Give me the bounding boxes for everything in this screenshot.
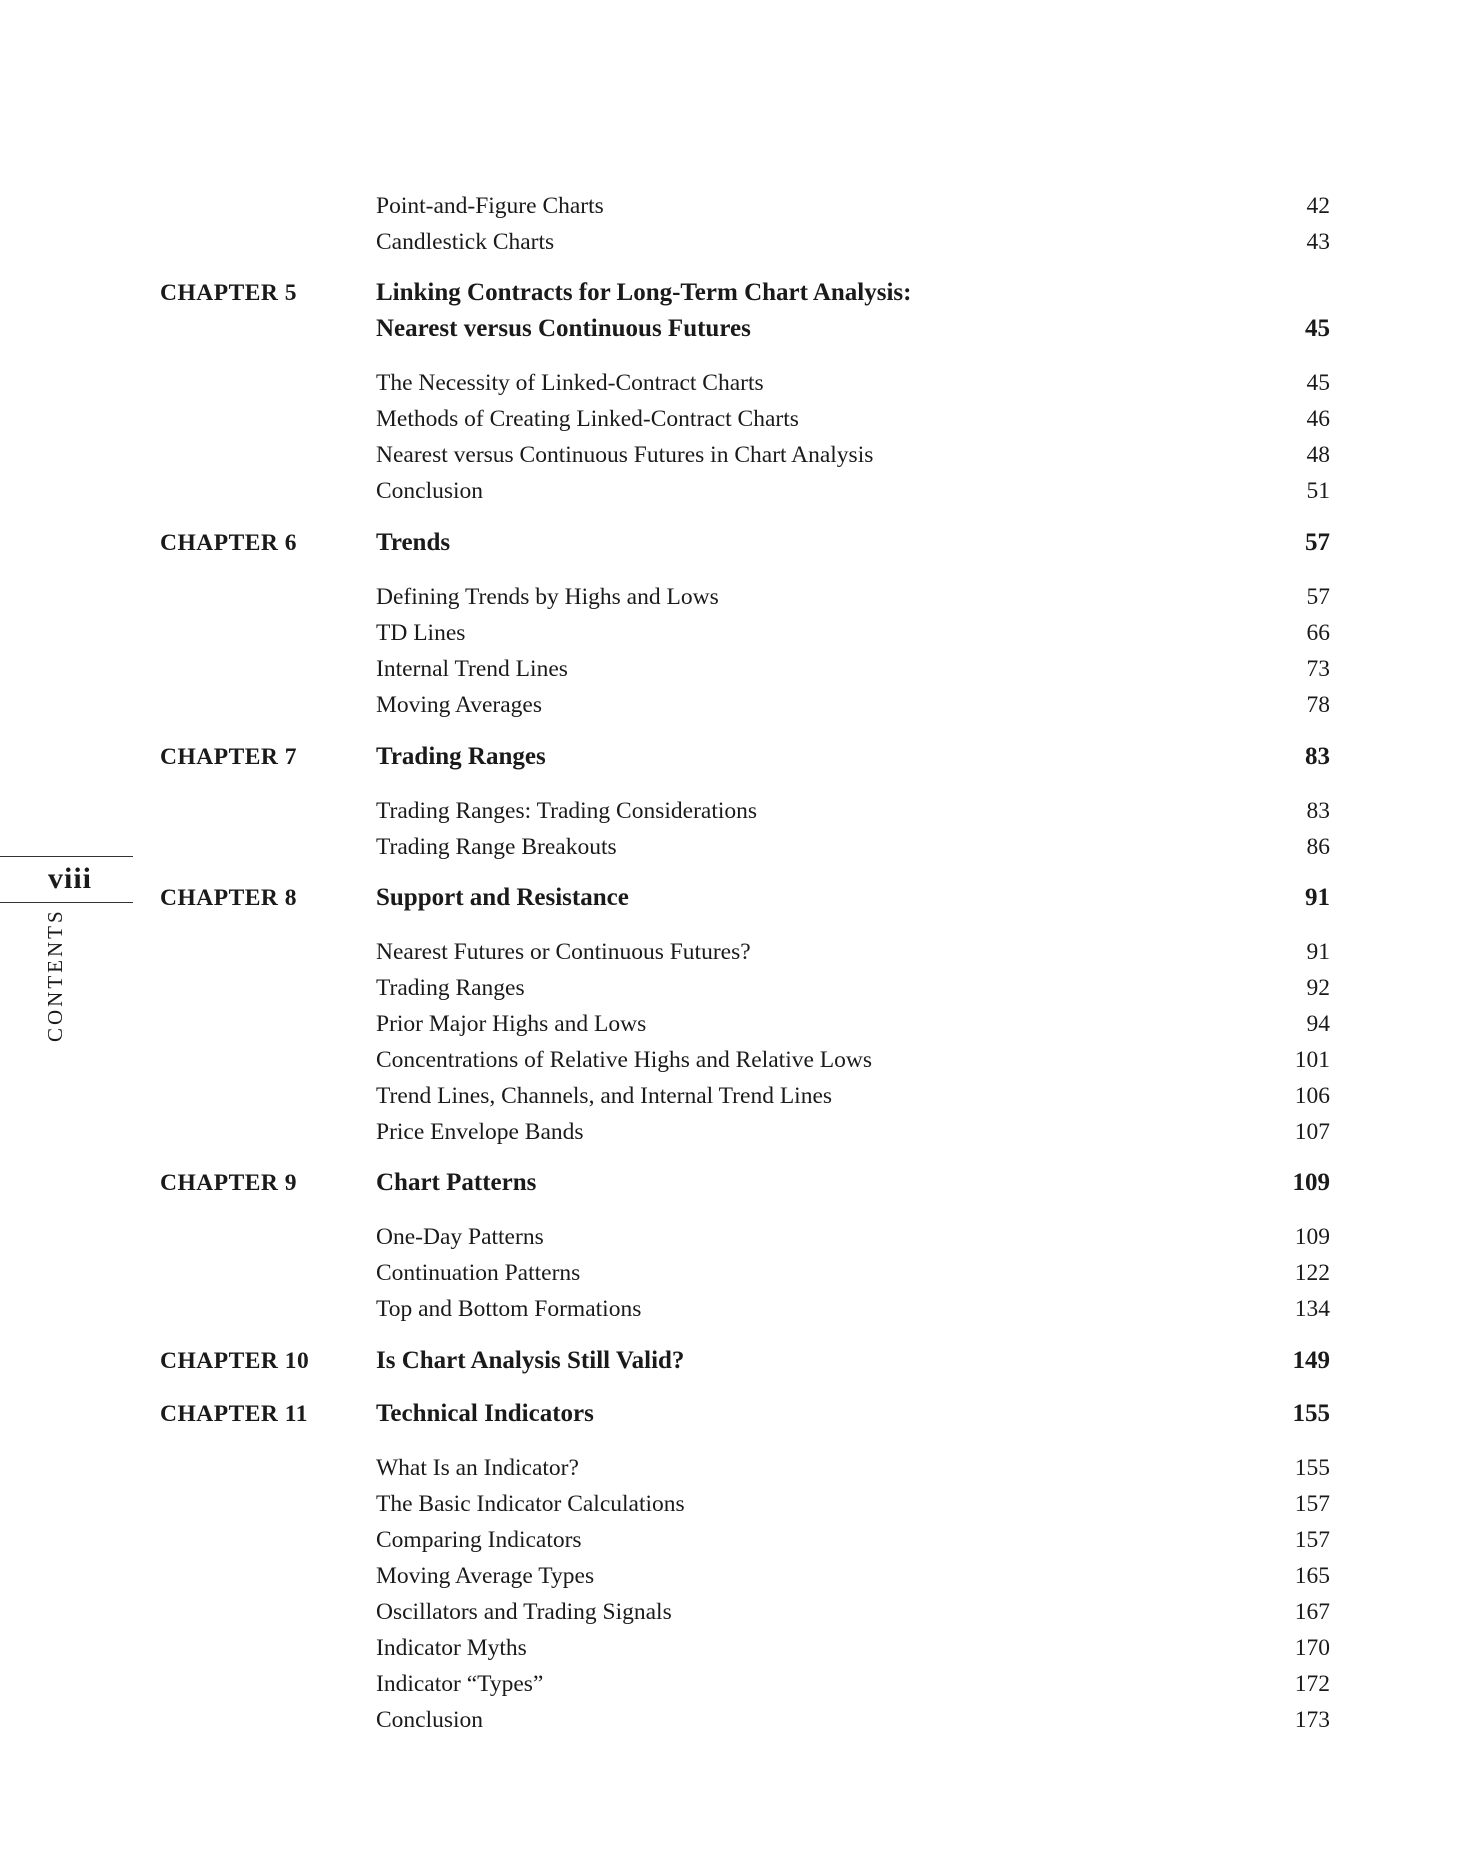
section-page: 165 xyxy=(1294,1563,1330,1589)
section-page: 157 xyxy=(1294,1527,1330,1553)
toc-section-entry xyxy=(376,1558,1330,1594)
chapter-title-line: Nearest versus Continuous Futures xyxy=(376,315,751,342)
toc-section-entry xyxy=(376,188,1330,224)
section-page: 42 xyxy=(1306,193,1330,219)
chapter-title-line: Chart Patterns xyxy=(376,1169,537,1196)
chapter-title-line: Support and Resistance xyxy=(376,884,629,911)
section-page: 83 xyxy=(1306,798,1330,824)
section-page: 173 xyxy=(1294,1707,1330,1733)
chapter-title-line: Technical Indicators xyxy=(376,1400,594,1427)
toc-section-entry xyxy=(376,1006,1330,1042)
section-page: 170 xyxy=(1294,1635,1330,1661)
section-title: Top and Bottom Formations xyxy=(376,1296,642,1322)
chapter-label: CHAPTER 9 xyxy=(160,1170,298,1196)
section-page: 57 xyxy=(1306,584,1330,610)
chapter-page: 149 xyxy=(1292,1347,1330,1374)
running-head: CONTENTS xyxy=(43,908,67,1042)
section-title: Indicator “Types” xyxy=(376,1671,544,1697)
section-title: Prior Major Highs and Lows xyxy=(376,1011,647,1037)
folio-rule-bottom xyxy=(0,902,133,903)
folio-rule-top xyxy=(0,856,133,857)
section-title: Conclusion xyxy=(376,1707,484,1733)
chapter-page: 83 xyxy=(1305,743,1330,770)
section-title: Concentrations of Relative Highs and Relative Lows xyxy=(376,1047,873,1073)
section-page: 66 xyxy=(1306,620,1330,646)
toc-section-entry xyxy=(376,473,1330,509)
section-title: Methods of Creating Linked-Contract Charts xyxy=(376,406,799,432)
section-page: 51 xyxy=(1306,478,1330,504)
section-title: Moving Average Types xyxy=(376,1563,595,1589)
section-title: Conclusion xyxy=(376,478,484,504)
toc-section-entry xyxy=(376,579,1330,615)
section-title: Candlestick Charts xyxy=(376,229,555,255)
section-page: 43 xyxy=(1306,229,1330,255)
section-title: Indicator Myths xyxy=(376,1635,527,1661)
section-title: Trend Lines, Channels, and Internal Trend Lines xyxy=(376,1083,833,1109)
section-title: Trading Ranges: Trading Considerations xyxy=(376,798,758,824)
section-page: 167 xyxy=(1294,1599,1330,1625)
section-title: Point-and-Figure Charts xyxy=(376,193,604,219)
section-title: The Necessity of Linked-Contract Charts xyxy=(376,370,764,396)
toc-section-entry xyxy=(376,615,1330,651)
section-page: 106 xyxy=(1294,1083,1330,1109)
chapter-page: 155 xyxy=(1292,1400,1330,1427)
section-page: 157 xyxy=(1294,1491,1330,1517)
section-page: 48 xyxy=(1306,442,1330,468)
section-title: Trading Ranges xyxy=(376,975,525,1001)
toc-section-entry xyxy=(376,365,1330,401)
toc-section-entry xyxy=(376,829,1330,865)
chapter-label: CHAPTER 11 xyxy=(160,1401,308,1427)
section-page: 45 xyxy=(1306,370,1330,396)
section-page: 86 xyxy=(1306,834,1330,860)
section-title: Continuation Patterns xyxy=(376,1260,581,1286)
chapter-label: CHAPTER 7 xyxy=(160,744,298,770)
chapter-label: CHAPTER 10 xyxy=(160,1348,310,1374)
toc-section-entry xyxy=(376,1042,1330,1078)
toc-section-entry xyxy=(376,687,1330,723)
chapter-page: 45 xyxy=(1305,315,1330,342)
section-title: Price Envelope Bands xyxy=(376,1119,584,1145)
section-page: 122 xyxy=(1294,1260,1330,1286)
section-page: 155 xyxy=(1294,1455,1330,1481)
toc-section-entry xyxy=(376,934,1330,970)
chapter-label: CHAPTER 8 xyxy=(160,885,298,911)
section-page: 107 xyxy=(1294,1119,1330,1145)
page-number: viii xyxy=(48,862,93,895)
toc-section-entry xyxy=(376,224,1330,260)
chapter-label: CHAPTER 6 xyxy=(160,530,298,556)
toc-section-entry xyxy=(376,970,1330,1006)
section-title: Defining Trends by Highs and Lows xyxy=(376,584,719,610)
section-page: 101 xyxy=(1294,1047,1330,1073)
section-page: 92 xyxy=(1306,975,1330,1001)
section-title: TD Lines xyxy=(376,620,466,646)
toc-section-entry xyxy=(376,793,1330,829)
toc-section-entry xyxy=(376,1291,1330,1327)
toc-section-entry xyxy=(376,1219,1330,1255)
section-page: 46 xyxy=(1306,406,1330,432)
chapter-title-line: Trends xyxy=(376,529,451,556)
chapter-title-line: Trading Ranges xyxy=(376,743,546,770)
chapter-page: 57 xyxy=(1305,529,1330,556)
toc-section-entry xyxy=(376,437,1330,473)
toc-section-entry xyxy=(376,651,1330,687)
section-title: Moving Averages xyxy=(376,692,542,718)
toc-section-entry xyxy=(376,1702,1330,1738)
section-page: 109 xyxy=(1294,1224,1330,1250)
section-page: 134 xyxy=(1294,1296,1330,1322)
toc-section-entry xyxy=(376,1450,1330,1486)
toc-section-entry xyxy=(376,1486,1330,1522)
section-title: One-Day Patterns xyxy=(376,1224,544,1250)
section-page: 91 xyxy=(1306,939,1330,965)
section-title: Nearest versus Continuous Futures in Chart Analysis xyxy=(376,442,874,468)
toc-section-entry xyxy=(376,1630,1330,1666)
section-page: 94 xyxy=(1306,1011,1330,1037)
section-page: 73 xyxy=(1306,656,1330,682)
chapter-page: 109 xyxy=(1292,1169,1330,1196)
toc-section-entry xyxy=(376,1078,1330,1114)
chapter-title-line: Linking Contracts for Long-Term Chart Analysis: xyxy=(376,279,912,306)
section-page: 172 xyxy=(1294,1671,1330,1697)
section-title: Nearest Futures or Continuous Futures? xyxy=(376,939,751,965)
toc-section-entry xyxy=(376,1114,1330,1150)
toc-section-entry xyxy=(376,1594,1330,1630)
section-title: What Is an Indicator? xyxy=(376,1455,579,1481)
toc-section-entry xyxy=(376,1255,1330,1291)
chapter-label: CHAPTER 5 xyxy=(160,280,298,306)
chapter-page: 91 xyxy=(1305,884,1330,911)
toc-section-entry xyxy=(376,1666,1330,1702)
chapter-title-line: Is Chart Analysis Still Valid? xyxy=(376,1347,685,1374)
section-title: Trading Range Breakouts xyxy=(376,834,617,860)
section-title: Oscillators and Trading Signals xyxy=(376,1599,672,1625)
section-title: The Basic Indicator Calculations xyxy=(376,1491,685,1517)
toc-section-entry xyxy=(376,401,1330,437)
toc-section-entry xyxy=(376,1522,1330,1558)
section-page: 78 xyxy=(1306,692,1330,718)
section-title: Comparing Indicators xyxy=(376,1527,582,1553)
section-title: Internal Trend Lines xyxy=(376,656,568,682)
